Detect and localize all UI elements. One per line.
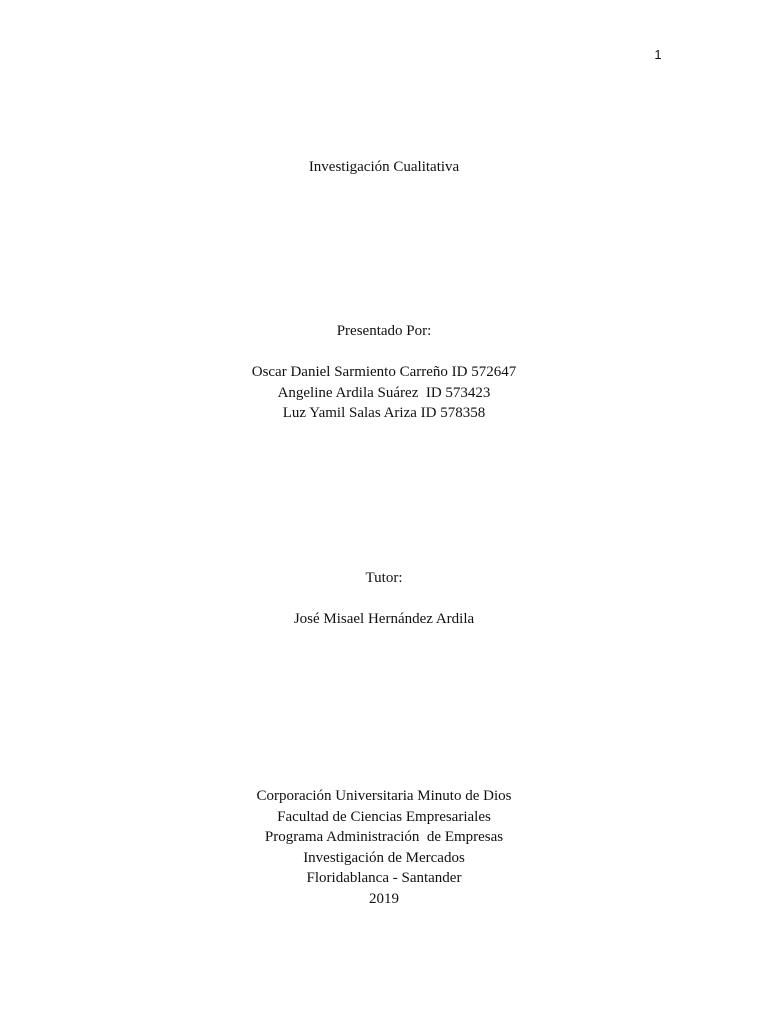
tutor-name-section <box>0 609 768 630</box>
presented-by-label: Presentado Por: <box>336 323 432 339</box>
author-line: Oscar Daniel Sarmiento Carreño ID 572647 <box>251 364 517 380</box>
page-number: 1 <box>654 47 662 62</box>
university-name: Corporación Universitaria Minuto de Dios <box>256 788 512 804</box>
authors-list <box>0 362 768 424</box>
tutor-section <box>0 568 768 589</box>
location: Floridablanca - Santander <box>306 870 462 886</box>
document-title: Investigación Cualitativa <box>308 159 460 175</box>
author-line: Angeline Ardila Suárez ID 573423 <box>277 384 491 401</box>
year: 2019 <box>369 890 399 907</box>
presented-by-section <box>0 321 768 342</box>
faculty-name: Facultad de Ciencias Empresariales <box>277 808 491 825</box>
tutor-name: José Misael Hernández Ardila <box>293 611 475 627</box>
tutor-label: Tutor: <box>365 570 403 586</box>
program-name: Programa Administración de Empresas <box>264 829 504 845</box>
author-line: Luz Yamil Salas Ariza ID 578358 <box>282 405 486 421</box>
institution-section <box>0 786 768 909</box>
title-section <box>0 157 768 178</box>
course-name: Investigación de Mercados <box>303 849 465 866</box>
